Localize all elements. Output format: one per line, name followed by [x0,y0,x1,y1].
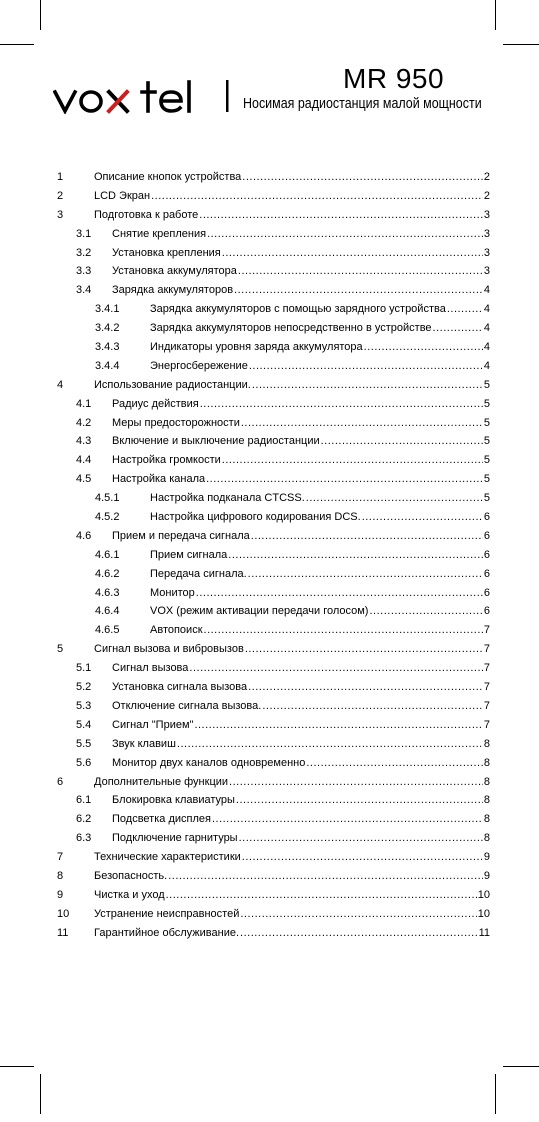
toc-entry[interactable] [0,716,539,735]
toc-entry-number: 4.3 [76,435,92,448]
toc-entry[interactable] [0,754,539,773]
toc-entry-page: 2 [483,171,490,183]
toc-entry-page: 7 [483,718,490,731]
toc-entry-title: Устранение неисправностей [94,907,240,920]
toc-entry-line [112,659,490,678]
toc-entry-title: Монитор двух каналов одновременно [112,756,306,769]
toc-entry[interactable] [0,187,539,206]
toc-leader-dots [369,602,482,621]
toc-leader-dots [189,659,482,678]
toc-entry-number: 4.6.4 [95,605,120,618]
toc-leader-dots [168,867,483,886]
toc-entry-line [94,886,490,905]
toc-entry-line [94,867,490,886]
toc-entry-line [112,281,490,300]
toc-entry-number: 4.6.3 [95,586,120,599]
toc-entry-page: 5 [483,435,490,448]
toc-entry-page: 5 [483,378,490,391]
toc-leader-dots [249,357,483,376]
toc-entry-page: 3 [483,208,490,221]
toc-leader-dots [321,432,483,451]
toc-entry-line [150,584,490,603]
toc-leader-dots [222,451,483,470]
toc-entry-number: 6 [57,775,64,788]
toc-leader-dots [200,395,483,414]
toc-entry-page: 6 [483,586,490,599]
toc-entry-line [150,565,490,584]
toc-entry-line [112,716,490,735]
toc-entry-number: 4.1 [76,397,92,410]
toc-entry[interactable] [0,678,539,697]
toc-entry-page: 6 [483,567,490,580]
toc-entry-line [94,773,490,792]
toc-entry[interactable] [0,489,539,508]
toc-leader-dots [151,187,483,206]
toc-entry-page: 9 [483,851,490,864]
toc-entry-number: 3.4 [76,284,92,297]
toc-entry[interactable] [0,659,539,678]
toc-entry-number: 3.4.4 [95,359,120,372]
toc-entry-number: 4.6 [76,529,92,542]
toc-entry-line [112,527,490,546]
toc-leader-dots [177,735,483,754]
toc-entry-title: Радиус действия [112,397,199,410]
toc-entry-number: 6.1 [76,794,92,807]
toc-entry-title: Подключение гарнитуры [112,832,238,845]
toc-entry[interactable] [0,414,539,433]
toc-entry-title: Зарядка аккумуляторов [112,284,234,297]
toc-entry-title: Настройка цифрового кодирования DCS. [150,511,361,524]
toc-entry-title: Безопасность. [94,869,168,882]
toc-leader-dots [306,754,483,773]
document-subtitle: Носимая радиостанция малой мощности [243,96,482,112]
toc-entry-page: 5 [483,492,490,505]
toc-entry-title: Чистка и уход [94,888,165,901]
toc-entry-line [112,470,490,489]
model-title: MR 950 [343,63,445,94]
toc-entry-line [112,735,490,754]
toc-entry-number: 1 [57,171,64,183]
toc-leader-dots [204,621,483,640]
toc-entry-title: Индикаторы уровня заряда аккумулятора [150,341,363,354]
toc-entry-number: 5.4 [76,718,92,731]
toc-entry-title: Энергосбережение [150,359,248,372]
crop-mark-bottom-right-horizontal [503,1066,539,1067]
toc-entry[interactable] [0,640,539,659]
toc-entry-page: 8 [483,832,490,845]
toc-entry[interactable] [0,206,539,225]
toc-entry-title: Настройка громкости [112,454,221,467]
toc-leader-dots [252,376,483,395]
toc-entry-line [150,319,490,338]
toc-entry-title: Подготовка к работе [94,208,199,221]
toc-entry-page: 8 [483,813,490,826]
toc-entry-line [112,262,490,281]
toc-entry-title: Настройка подканала CTCSS. [150,492,305,505]
toc-entry-number: 3.4.1 [95,303,120,316]
toc-entry-title: Зарядка аккумуляторов непосредственно в устройстве [150,322,432,335]
toc-entry[interactable] [0,470,539,489]
toc-leader-dots [194,716,482,735]
toc-entry-line [150,508,490,527]
toc-entry-title: Прием сигнала [150,548,228,561]
toc-entry-line [112,414,490,433]
toc-leader-dots [248,678,483,697]
toc-entry-page: 3 [483,227,490,240]
toc-entry-page: 8 [483,737,490,750]
toc-entry-title: Передача сигнала. [150,567,247,580]
toc-entry-number: 5.1 [76,662,92,675]
toc-entry-page: 7 [483,662,490,675]
crop-mark-top-left-horizontal [0,44,34,45]
toc-entry-number: 3.1 [76,227,92,240]
toc-entry-line [150,300,490,319]
toc-entry-number: 2 [57,189,64,202]
toc-leader-dots [212,810,483,829]
toc-entry[interactable] [0,791,539,810]
toc-entry-number: 5.3 [76,699,92,712]
toc-entry-number: 4.6.5 [95,624,120,637]
table-of-contents [0,168,539,943]
toc-entry-title: Снятие крепления [112,227,207,240]
toc-entry[interactable] [0,168,539,187]
toc-leader-dots [242,168,483,187]
toc-entry-number: 10 [57,907,70,920]
toc-entry[interactable] [0,810,539,829]
toc-entry-page: 6 [483,529,490,542]
toc-entry-title: Настройка канала [112,473,206,486]
toc-entry-page: 4 [483,359,490,372]
toc-entry-line [94,640,490,659]
toc-entry-line [112,432,490,451]
toc-leader-dots [248,565,483,584]
toc-entry-title: Технические характеристики [94,851,241,864]
toc-entry-title: Подсветка дисплея [112,813,211,826]
toc-entry[interactable] [0,527,539,546]
toc-entry-page: 9 [483,869,490,882]
toc-entry[interactable] [0,546,539,565]
toc-entry-number: 11 [57,926,69,939]
toc-entry-line [94,187,490,206]
toc-entry[interactable] [0,905,539,924]
toc-entry-title: Сигнал "Прием" [112,718,194,731]
toc-entry[interactable] [0,697,539,716]
toc-entry-page: 5 [483,416,490,429]
toc-leader-dots [166,886,477,905]
toc-entry[interactable] [0,376,539,395]
toc-entry-line [150,602,490,621]
toc-entry-line [150,338,490,357]
toc-entry[interactable] [0,357,539,376]
toc-entry-page: 5 [483,473,490,486]
toc-entry[interactable] [0,735,539,754]
toc-entry-number: 4.4 [76,454,92,467]
toc-entry-line [112,395,490,414]
toc-entry-number: 9 [57,888,64,901]
toc-entry-line [112,754,490,773]
toc-entry-number: 3.2 [76,246,92,259]
toc-leader-dots [228,546,483,565]
toc-leader-dots [433,319,483,338]
toc-entry-page: 6 [483,605,490,618]
toc-entry-number: 3.4.2 [95,322,120,335]
toc-entry[interactable] [0,848,539,867]
toc-entry-number: 5 [57,643,64,656]
toc-entry-page: 3 [483,246,490,259]
toc-entry-title: Использование радиостанции. [94,378,251,391]
toc-entry-number: 5.6 [76,756,92,769]
toc-leader-dots [207,225,483,244]
toc-entry-line [94,905,490,924]
toc-leader-dots [306,489,483,508]
toc-entry-line [150,621,490,640]
toc-entry-page: 7 [483,643,490,656]
toc-entry[interactable] [0,508,539,527]
toc-leader-dots [234,281,483,300]
toc-entry-page: 8 [483,794,490,807]
toc-leader-dots [242,848,483,867]
toc-leader-dots [240,905,476,924]
toc-entry-page: 8 [483,756,490,769]
toc-entry-line [112,829,490,848]
toc-entry[interactable] [0,867,539,886]
toc-leader-dots [240,924,478,943]
toc-entry-number: 8 [57,869,64,882]
crop-mark-top-right-horizontal [503,44,539,45]
toc-entry-page: 8 [483,775,490,788]
toc-entry[interactable] [0,451,539,470]
toc-leader-dots [236,791,483,810]
toc-entry-number: 3 [57,208,64,221]
toc-entry-title: Отключение сигнала вызова. [112,699,262,712]
toc-entry[interactable] [0,602,539,621]
toc-entry-line [150,489,490,508]
voxtel-logo [53,80,233,114]
toc-entry-number: 4.6.2 [95,567,120,580]
toc-entry-line [94,376,490,395]
toc-entry-title: Прием и передача сигнала [112,529,250,542]
toc-entry-page: 4 [483,322,490,335]
toc-entry-title: Зарядка аккумуляторов с помощью зарядного устройства [150,303,446,316]
toc-entry-title: Меры предосторожности [112,416,240,429]
toc-entry[interactable] [0,565,539,584]
toc-entry-page: 11 [478,926,490,939]
toc-entry[interactable] [0,886,539,905]
toc-entry[interactable] [0,584,539,603]
toc-entry-page: 4 [483,303,490,316]
toc-entry-title: Автопоиск [150,624,203,637]
toc-entry-number: 3.4.3 [95,341,120,354]
toc-entry-number: 6.2 [76,813,92,826]
toc-entry-title: Сигнал вызова [112,662,189,675]
toc-entry-page: 6 [483,511,490,524]
toc-entry-page: 10 [477,888,490,901]
toc-entry-title: VOX (режим активации передачи голосом) [150,605,369,618]
toc-entry[interactable] [0,924,539,943]
toc-entry-title: Монитор [150,586,195,599]
toc-entry-page: 4 [483,341,490,354]
toc-entry-line [112,225,490,244]
toc-entry[interactable] [0,773,539,792]
crop-mark-bottom-left-horizontal [0,1066,34,1067]
toc-entry-title: Описание кнопок устройства [94,171,242,183]
toc-leader-dots [362,508,483,527]
toc-entry-title: Установка аккумулятора [112,265,237,278]
toc-entry-page: 2 [483,189,490,202]
crop-mark-top-left-vertical [40,0,41,30]
toc-entry-title: Сигнал вызова и вибровызов [94,643,244,656]
toc-entry-line [150,357,490,376]
toc-entry-page: 5 [483,454,490,467]
toc-leader-dots [245,640,483,659]
toc-entry-number: 3.3 [76,265,92,278]
toc-entry-title: Установка крепления [112,246,221,259]
toc-entry-line [112,244,490,263]
toc-entry[interactable] [0,281,539,300]
toc-entry-page: 4 [483,284,490,297]
toc-leader-dots [196,584,483,603]
toc-entry-title: Блокировка клавиатуры [112,794,235,807]
toc-entry[interactable] [0,300,539,319]
toc-entry-line [94,206,490,225]
toc-entry[interactable] [0,319,539,338]
toc-entry-page: 7 [483,699,490,712]
toc-entry-number: 6.3 [76,832,92,845]
toc-entry[interactable] [0,262,539,281]
toc-entry-number: 5.5 [76,737,92,750]
toc-entry-page: 5 [483,397,490,410]
toc-leader-dots [241,414,483,433]
toc-entry-number: 4.2 [76,416,92,429]
toc-entry-line [94,848,490,867]
toc-entry-line [112,451,490,470]
crop-mark-top-right-vertical [495,0,496,30]
toc-entry-number: 4 [57,378,64,391]
toc-entry-page: 6 [483,548,490,561]
toc-entry-title: LCD Экран [94,189,151,202]
toc-entry[interactable] [0,225,539,244]
toc-entry-page: 3 [483,265,490,278]
toc-entry-number: 4.5.2 [95,511,120,524]
toc-entry-number: 4.5 [76,473,92,486]
toc-entry[interactable] [0,244,539,263]
toc-leader-dots [262,697,483,716]
toc-entry-number: 7 [57,851,64,864]
toc-entry-number: 4.5.1 [95,492,120,505]
toc-entry[interactable] [0,432,539,451]
toc-entry[interactable] [0,338,539,357]
toc-entry-title: Установка сигнала вызова [112,681,248,694]
toc-leader-dots [199,206,483,225]
crop-mark-bottom-left-vertical [40,1074,41,1114]
toc-leader-dots [251,527,483,546]
toc-entry-page: 7 [483,681,490,694]
toc-entry-line [112,678,490,697]
toc-entry-number: 5.2 [76,681,92,694]
toc-entry-title: Звук клавиш [112,737,176,750]
toc-entry[interactable] [0,395,539,414]
toc-entry-page: 7 [483,624,490,637]
toc-entry-line [112,697,490,716]
toc-entry-title: Включение и выключение радиостанции [112,435,320,448]
toc-entry[interactable] [0,621,539,640]
toc-leader-dots [206,470,483,489]
crop-mark-bottom-right-vertical [495,1074,496,1114]
toc-entry-title: Гарантийное обслуживание. [94,926,240,939]
toc-leader-dots [239,829,483,848]
toc-entry-line [112,791,490,810]
toc-entry-line [112,810,490,829]
toc-entry-line [94,168,490,187]
toc-entry-line [150,546,490,565]
toc-entry-number: 4.6.1 [95,548,120,561]
toc-leader-dots [238,262,483,281]
toc-entry-line [94,924,490,943]
toc-leader-dots [447,300,483,319]
toc-leader-dots [364,338,483,357]
toc-leader-dots [222,244,483,263]
toc-entry-page: 10 [477,907,490,920]
toc-entry-title: Дополнительные функции [94,775,229,788]
toc-leader-dots [229,773,483,792]
toc-entry[interactable] [0,829,539,848]
